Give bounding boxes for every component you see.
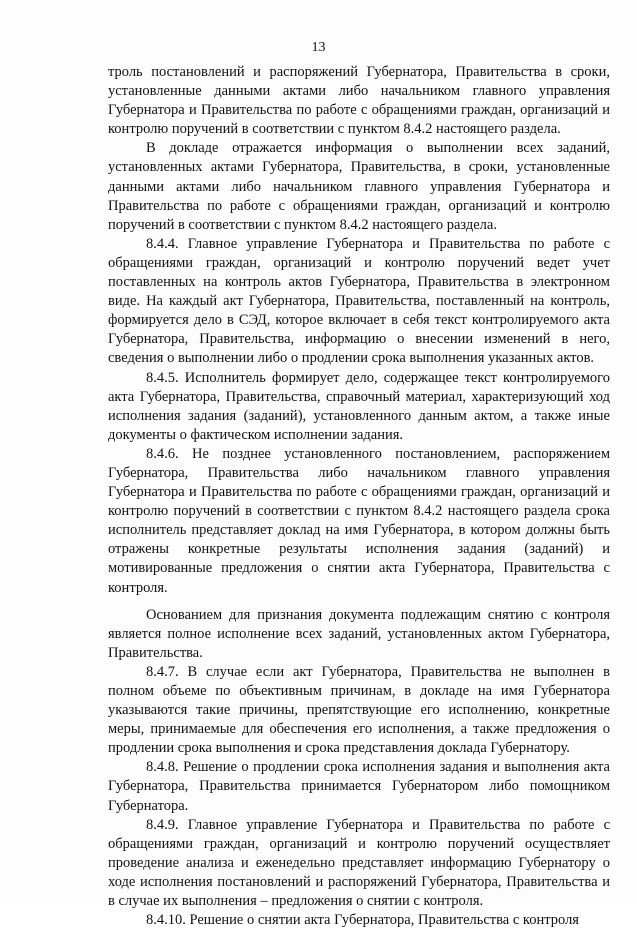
- paragraph-8-4-9: 8.4.9. Главное управление Губернатора и Правительства по работе с обращениями граждан, организаций и контролю поручений осуществляет проведение анализа и еженедельно представляет информацию Губернатору о ходе исполнения постановлений и распоряжений Губернатора, Правительства и в случае их выполнения – предложения о снятии с контроля.: [108, 816, 610, 910]
- document-body: [108, 63, 610, 930]
- paragraph-continuation: троль постановлений и распоряжений Губернатора, Правительства в сроки, установленные данными актами либо начальником главного управления Губернатора и Правительства по работе с обращениями граждан, организаций и контролю поручений в соответствии с пунктом 8.4.2 настоящего раздела.: [108, 64, 610, 138]
- paragraph-report-info: В докладе отражается информация о выполнении всех заданий, установленных актами Губернатора, Правительства, в сроки, установленные данными актами либо начальником главного управления Губернатора и Правительства по работе с обращениями граждан, организаций и контролю поручений в соответствии с пунктом 8.4.2 настоящего раздела.: [108, 140, 610, 233]
- paragraph-8-4-10: 8.4.10. Решение о снятии акта Губернатора, Правительства с контроля: [146, 912, 579, 929]
- paragraph-8-4-4: 8.4.4. Главное управление Губернатора и Правительства по работе с обращениями граждан, организаций и контролю поручений ведет учет поставленных на контроль актов Губернатора, Правительства в электронном виде. На каждый акт Губернатора, Правительства, поставленный на контроль, формируется дело в СЭД, которое включает в себя текст контролируемого акта Губернатора, Правительства, информацию о внесении изменений в него, сведения о выполнении либо о продлении срока выполнения указанных актов.: [108, 235, 610, 367]
- paragraph-8-4-8: 8.4.8. Решение о продлении срока исполнения задания и выполнения акта Губернатора, Правительства принимается Губернатором либо помощником Губернатора.: [108, 759, 610, 814]
- paragraph-8-4-5: 8.4.5. Исполнитель формирует дело, содержащее текст контролируемого акта Губернатора, Правительства, справочный материал, характеризующий ход исполнения задания (заданий), установленного данным актом, а также иные документы о фактическом исполнении задания.: [108, 369, 610, 443]
- page-number: 13: [311, 40, 326, 55]
- paragraph-8-4-7: 8.4.7. В случае если акт Губернатора, Правительства не выполнен в полном объеме по объективным причинам, в докладе на имя Губернатора указываются такие причины, препятствующие его исполнению, конкретные меры, принимаемые для обеспечения его исполнения, а также предложения о продлении срока выполнения и срока представления доклада Губернатору.: [108, 663, 610, 757]
- paragraph-8-4-6: 8.4.6. Не позднее установленного постановлением, распоряжением Губернатора, Правительства либо начальником главного управления Губернатора и Правительства по работе с обращениями граждан, организаций и контролю поручений в соответствии с пунктом 8.4.2 настоящего раздела срока исполнитель представляет доклад на имя Губернатора, в котором должны быть отражены конкретные результаты исполнения задания (заданий) и мотивированные предложения о снятии акта Губернатора, Правительства с контроля.: [108, 445, 610, 596]
- paragraph-removal-basis: Основанием для признания документа подлежащим снятию с контроля является полное исполнение всех заданий, установленных актом Губернатора, Правительства.: [108, 606, 610, 661]
